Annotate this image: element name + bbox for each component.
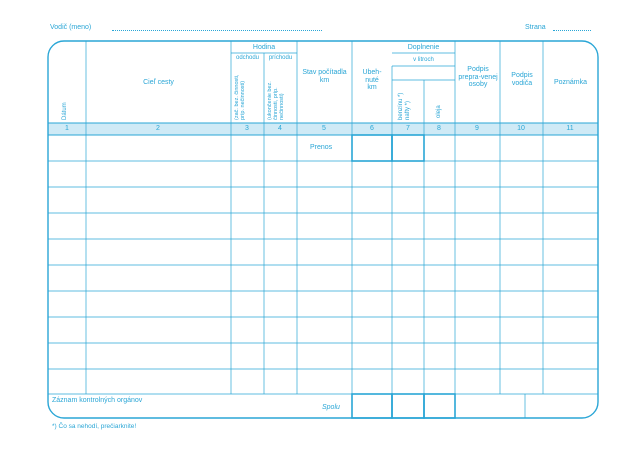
- driver-label: Vodič (meno): [50, 24, 92, 31]
- col-number-6: 6: [370, 125, 374, 132]
- col-number-5: 5: [322, 125, 326, 132]
- col-prichodu-header: príchodu: [268, 55, 293, 61]
- col-oleja-header: oleja: [436, 105, 442, 118]
- prenos-label: Prenos: [310, 144, 333, 151]
- col-datum-header: Dátum: [62, 102, 68, 120]
- col-number-10: 10: [517, 125, 525, 132]
- col-doplnenie-header: Doplnenie: [407, 44, 440, 51]
- col-number-9: 9: [475, 125, 479, 132]
- col-hodina-header: Hodina: [252, 44, 276, 51]
- col-poznamka-header: Poznámka: [553, 79, 588, 86]
- col-number-2: 2: [156, 125, 160, 132]
- col-odchodu-header: odchodu: [235, 55, 260, 61]
- spolu-ubehnute-km-cell[interactable]: [352, 394, 392, 418]
- col-stav-header: Stav počítadla km: [302, 69, 347, 84]
- spolu-benzin-cell[interactable]: [392, 394, 424, 418]
- col-number-7: 7: [406, 125, 410, 132]
- col-ciel-header: Cieľ cesty: [143, 79, 174, 86]
- zaznam-label: Záznam kontrolných orgánov: [52, 397, 143, 404]
- col-number-8: 8: [437, 125, 441, 132]
- prenos-benzin-cell[interactable]: [392, 135, 424, 161]
- spolu-label: Spolu: [322, 404, 340, 411]
- footnote: *) Čo sa nehodí, prečiarknite!: [52, 423, 137, 430]
- col-benzinu-header: benzínu *) nafty *): [398, 92, 411, 120]
- page-label: Strana: [525, 24, 546, 31]
- col-number-4: 4: [278, 125, 282, 132]
- col-prichodu-note: (ukončenie bez. činnosti, príp. nečinnosti): [267, 81, 286, 120]
- prenos-ubehnute-km-cell[interactable]: [352, 135, 392, 161]
- col-podpis-prepravovanej-header: Podpis prepra-venej osoby: [458, 66, 498, 89]
- col-number-11: 11: [566, 125, 574, 132]
- col-ubehnute-header: Ubeh-nuté km: [362, 69, 382, 92]
- col-podpis-vodica-header: Podpis vodiča: [511, 72, 533, 87]
- col-v-litroch-header: v litroch: [413, 57, 434, 63]
- spolu-olej-cell[interactable]: [424, 394, 455, 418]
- col-number-1: 1: [65, 125, 69, 132]
- col-odchodu-note: (zač. bez. činnosti, príp. nečinnosti): [234, 74, 247, 120]
- col-number-3: 3: [245, 125, 249, 132]
